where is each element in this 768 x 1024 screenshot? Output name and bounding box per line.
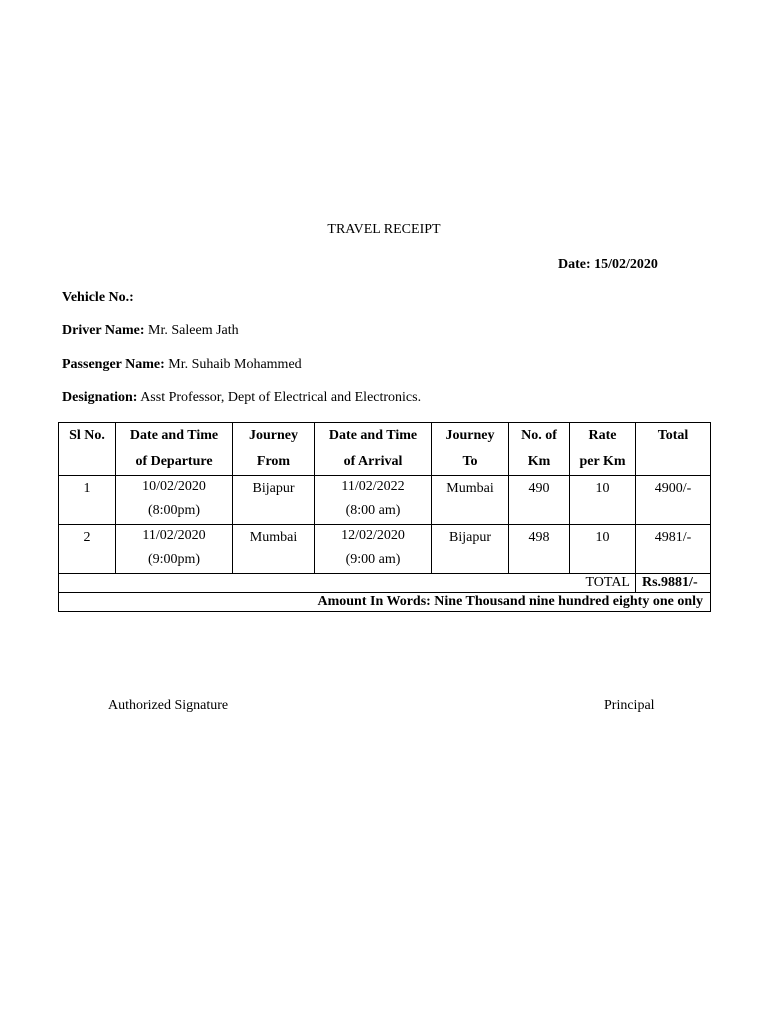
header-sl-no: Sl No. — [59, 423, 116, 476]
table-row — [59, 476, 711, 525]
cell-km: 490 — [509, 476, 570, 525]
travel-table — [58, 422, 711, 612]
authorized-signature: Authorized Signature — [108, 698, 229, 713]
header-rate: Rate per Km — [570, 423, 636, 476]
table-row — [59, 525, 711, 574]
total-value: Rs.9881/- — [636, 574, 711, 593]
cell-total: 4981/- — [636, 525, 711, 574]
cell-arrival: 12/02/2020 (9:00 am) — [315, 525, 432, 574]
header-total: Total — [636, 423, 711, 476]
driver-label: Driver Name: — [62, 323, 145, 338]
amount-in-words: Amount In Words: Nine Thousand nine hundred eighty one only — [59, 593, 711, 612]
cell-rate: 10 — [570, 525, 636, 574]
header-km: No. of Km — [509, 423, 570, 476]
total-label: TOTAL — [59, 574, 636, 593]
total-row — [59, 574, 711, 593]
receipt-title: TRAVEL RECEIPT — [327, 222, 441, 237]
cell-km: 498 — [509, 525, 570, 574]
designation-label: Designation: — [62, 390, 138, 405]
passenger-field — [62, 357, 302, 373]
principal-signature: Principal — [604, 698, 655, 713]
receipt-date: Date: 15/02/2020 — [558, 257, 658, 272]
cell-sl: 2 — [59, 525, 116, 574]
vehicle-field — [62, 290, 134, 306]
driver-value: Mr. Saleem Jath — [148, 323, 239, 338]
cell-from: Bijapur — [233, 476, 315, 525]
cell-departure: 11/02/2020 (9:00pm) — [116, 525, 233, 574]
cell-sl: 1 — [59, 476, 116, 525]
vehicle-label: Vehicle No.: — [62, 290, 134, 305]
header-arrival: Date and Time of Arrival — [315, 423, 432, 476]
header-departure: Date and Time of Departure — [116, 423, 233, 476]
designation-field — [62, 390, 421, 406]
passenger-label: Passenger Name: — [62, 357, 165, 372]
passenger-value: Mr. Suhaib Mohammed — [168, 357, 302, 372]
cell-total: 4900/- — [636, 476, 711, 525]
cell-from: Mumbai — [233, 525, 315, 574]
header-journey-from: Journey From — [233, 423, 315, 476]
table-header-row — [59, 423, 711, 476]
cell-arrival: 11/02/2022 (8:00 am) — [315, 476, 432, 525]
designation-value: Asst Professor, Dept of Electrical and Electronics. — [140, 390, 422, 405]
driver-field — [62, 323, 239, 339]
amount-words-row — [59, 593, 711, 612]
cell-to: Bijapur — [432, 525, 509, 574]
cell-rate: 10 — [570, 476, 636, 525]
header-journey-to: Journey To — [432, 423, 509, 476]
cell-departure: 10/02/2020 (8:00pm) — [116, 476, 233, 525]
cell-to: Mumbai — [432, 476, 509, 525]
